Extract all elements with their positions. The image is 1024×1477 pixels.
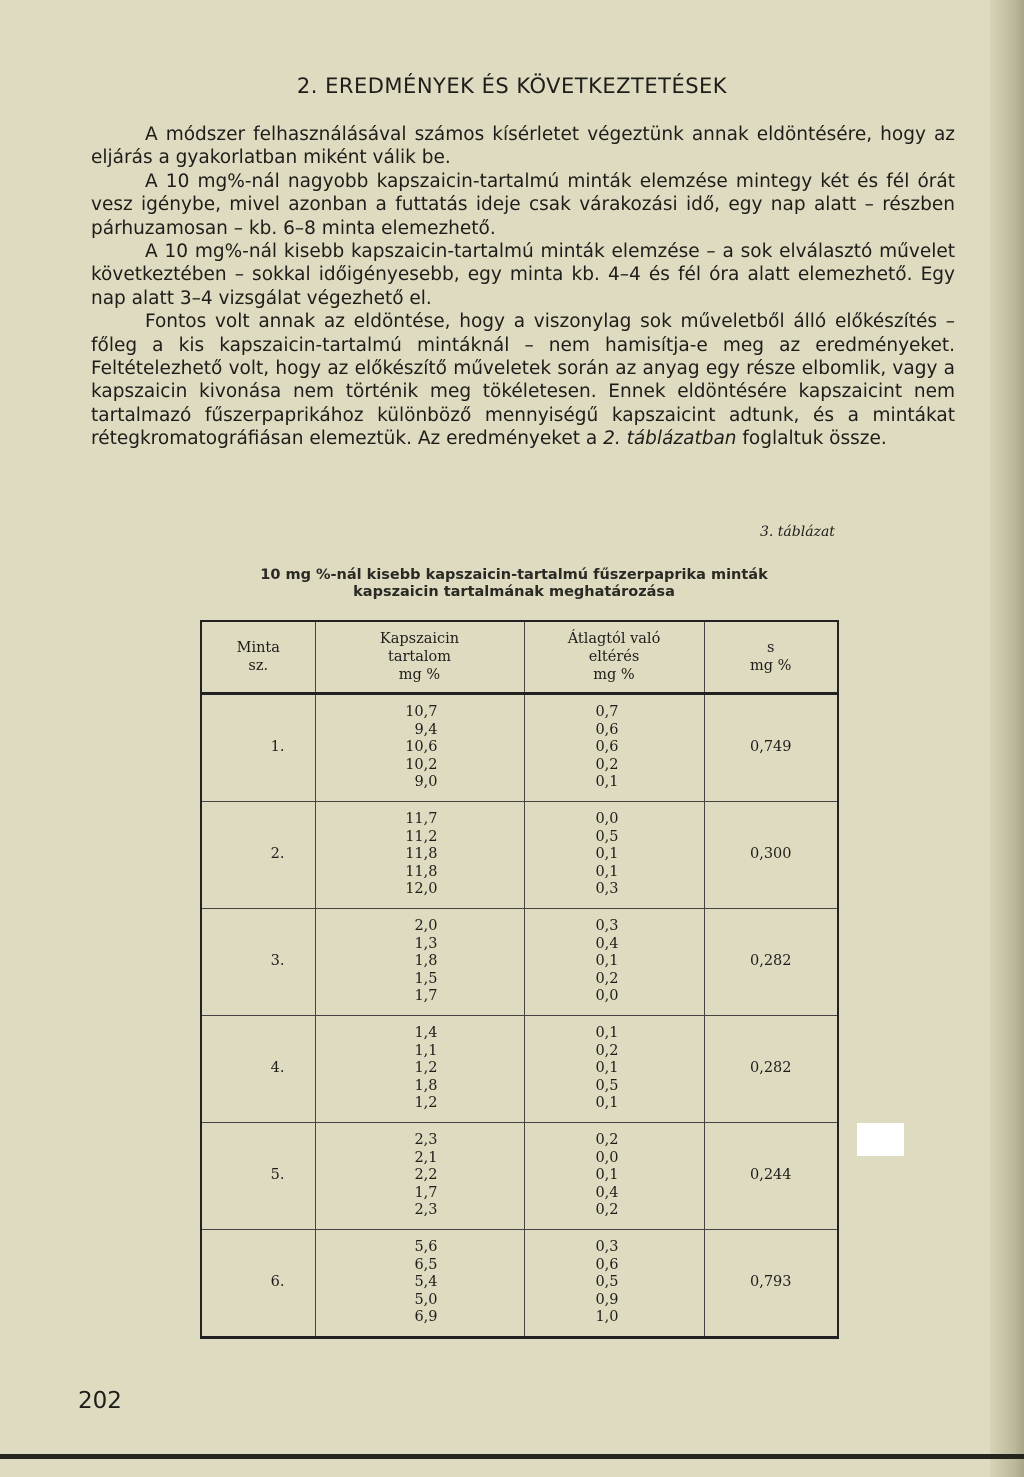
elteres-value: 0,4 <box>595 935 619 952</box>
kapszaicin-value: 10,7 <box>405 704 438 721</box>
kapszaicin-cell <box>315 694 524 802</box>
table-label: 3. táblázat <box>760 524 835 540</box>
minta-cell: 1. <box>201 694 315 802</box>
elteres-value: 0,2 <box>595 1202 619 1219</box>
elteres-value: 0,1 <box>595 863 619 880</box>
page-number: 202 <box>78 1388 122 1414</box>
elteres-value: 0,3 <box>595 881 619 898</box>
table-row <box>201 1230 838 1338</box>
s-value-cell: 0,793 <box>749 1274 792 1291</box>
elteres-list <box>525 918 619 1006</box>
white-patch <box>857 1123 904 1156</box>
elteres-list <box>525 1025 619 1113</box>
kapszaicin-value: 1,1 <box>414 1042 438 1059</box>
elteres-value: 0,3 <box>595 918 619 935</box>
elteres-value: 0,1 <box>595 1167 619 1184</box>
kapszaicin-cell <box>315 802 524 909</box>
minta-cell: 4. <box>201 1016 315 1123</box>
kapszaicin-value: 12,0 <box>405 881 438 898</box>
kapszaicin-list <box>316 918 438 1006</box>
kapszaicin-value: 1,8 <box>414 1077 438 1094</box>
elteres-value: 0,7 <box>595 704 619 721</box>
header-minta <box>201 621 315 694</box>
header-kapszaicin-line-2: tartalom <box>388 649 451 665</box>
header-kapszaicin <box>315 621 524 694</box>
table-reference: 2. táblázatban <box>603 428 737 450</box>
kapszaicin-cell <box>315 1123 524 1230</box>
s-value-cell: 0,244 <box>704 1123 838 1230</box>
header-elteres-line-2: eltérés <box>588 649 640 665</box>
elteres-value: 0,0 <box>595 988 619 1005</box>
kapszaicin-value: 5,4 <box>414 1274 438 1291</box>
elteres-value: 0,2 <box>595 756 619 773</box>
kapszaicin-value: 1,7 <box>414 1184 438 1201</box>
elteres-value: 0,9 <box>595 1291 619 1308</box>
header-elteres-line-3: mg % <box>593 667 635 683</box>
header-kapszaicin-line-3: mg % <box>398 667 441 683</box>
elteres-value: 0,0 <box>595 811 619 828</box>
header-elteres <box>524 621 704 694</box>
minta-cell: 5. <box>201 1123 315 1230</box>
kapszaicin-value: 1,3 <box>414 935 438 952</box>
minta-cell: 6. <box>201 1230 315 1338</box>
table-row <box>201 909 838 1016</box>
elteres-value: 0,1 <box>595 1025 619 1042</box>
elteres-list <box>525 1132 619 1220</box>
kapszaicin-value: 6,5 <box>414 1256 438 1273</box>
body-text <box>91 123 955 451</box>
elteres-list <box>525 704 619 792</box>
elteres-value: 0,2 <box>595 1042 619 1059</box>
elteres-list <box>525 811 619 899</box>
elteres-cell <box>524 1230 704 1338</box>
minta-cell: 3. <box>201 909 315 1016</box>
kapszaicin-value: 10,2 <box>405 756 438 773</box>
elteres-value: 0,5 <box>595 1077 619 1094</box>
kapszaicin-value: 6,9 <box>414 1309 438 1326</box>
elteres-value: 0,1 <box>595 953 619 970</box>
elteres-value: 0,1 <box>595 774 619 791</box>
elteres-value: 0,5 <box>595 1274 619 1291</box>
elteres-value: 0,4 <box>595 1184 619 1201</box>
elteres-cell <box>524 909 704 1016</box>
kapszaicin-list <box>316 811 438 899</box>
elteres-cell <box>524 802 704 909</box>
header-minta-line-2: sz. <box>248 658 269 674</box>
kapszaicin-value: 2,0 <box>414 918 438 935</box>
kapszaicin-value: 11,2 <box>405 828 438 845</box>
kapszaicin-value: 11,8 <box>405 846 438 863</box>
kapszaicin-value: 1,5 <box>414 970 438 987</box>
paragraph-4-text-before: Fontos volt annak az eldöntése, hogy a viszonylag sok műveletből álló előkészítés – főleg a kis kapszaicin-tartalmú mintáknál – nem hamisítja-e meg az eredményeket. Feltételezhető volt, hogy az előkészítő műveletek során az anyag egy része elbomlik, vagy a kapszaicin kivonása nem történik meg tökéletesen. Ennek eldöntésére kapszaicint nem tartalmazó fűszerpaprikához különböző mennyiségű kapszaicint adtunk, és a mintákat rétegkromatográfiásan elemeztük. Az eredményeket a <box>91 311 955 450</box>
kapszaicin-list <box>316 1132 438 1220</box>
kapszaicin-value: 2,1 <box>414 1149 438 1166</box>
elteres-value: 0,1 <box>595 1095 619 1112</box>
table-row <box>201 802 838 909</box>
paragraph-3: A 10 mg%-nál kisebb kapszaicin-tartalmú minták elemzése – a sok elválasztó művelet következtében – sokkal időigényesebb, egy minta kb. 4–4 és fél óra alatt elemezhető. Egy nap alatt 3–4 vizsgálat végezhető el. <box>91 241 955 309</box>
table-caption-line-2: kapszaicin tartalmának meghatározása <box>353 584 675 600</box>
header-kapszaicin-line-1: Kapszaicin <box>379 631 460 647</box>
elteres-value: 0,2 <box>595 1132 619 1149</box>
table-row <box>201 1123 838 1230</box>
bottom-rule <box>0 1454 1024 1459</box>
table-row <box>201 694 838 802</box>
elteres-value: 0,1 <box>595 1060 619 1077</box>
kapszaicin-cell <box>315 1230 524 1338</box>
table-caption-line-1: 10 mg %-nál kisebb kapszaicin-tartalmú fűszerpaprika minták <box>260 567 768 583</box>
kapszaicin-value: 11,8 <box>405 863 438 880</box>
elteres-value: 0,3 <box>595 1239 619 1256</box>
kapszaicin-cell <box>315 1016 524 1123</box>
results-table <box>200 620 839 1339</box>
kapszaicin-value: 1,7 <box>414 988 438 1005</box>
paragraph-4 <box>91 310 955 450</box>
kapszaicin-value: 2,3 <box>414 1202 438 1219</box>
kapszaicin-value: 5,0 <box>414 1291 438 1308</box>
table-row <box>201 1016 838 1123</box>
kapszaicin-cell <box>315 909 524 1016</box>
header-elteres-line-1: Átlagtól való <box>567 631 661 647</box>
kapszaicin-list <box>316 1239 438 1327</box>
s-value-cell: 0,282 <box>704 1016 838 1123</box>
kapszaicin-value: 5,6 <box>414 1239 438 1256</box>
kapszaicin-value: 2,2 <box>414 1167 438 1184</box>
elteres-list <box>525 1239 619 1327</box>
header-s-line-1: s <box>767 640 775 656</box>
table-caption <box>190 567 838 601</box>
s-value-cell: 0,282 <box>704 909 838 1016</box>
minta-cell: 2. <box>201 802 315 909</box>
elteres-cell <box>524 1016 704 1123</box>
paragraph-2: A 10 mg%-nál nagyobb kapszaicin-tartalmú minták elemzése mintegy két és fél órát vesz igénybe, mivel azonban a futtatás ideje csak várakozási idő, egy nap alatt – részben párhuzamosan – kb. 6–8 minta elemezhető. <box>91 170 955 239</box>
header-s-line-2: mg % <box>750 658 792 674</box>
paragraph-1: A módszer felhasználásával számos kísérletet végeztünk annak eldöntésére, hogy az eljárás a gyakorlatban miként válik be. <box>91 124 955 169</box>
table-header-row <box>201 621 838 694</box>
kapszaicin-value: 1,4 <box>414 1025 438 1042</box>
elteres-value: 0,6 <box>595 1256 619 1273</box>
s-value-cell: 0,749 <box>704 694 838 802</box>
kapszaicin-value: 9,4 <box>414 721 438 738</box>
elteres-value: 0,2 <box>595 970 619 987</box>
table-body <box>201 694 838 1338</box>
page-edge-shadow <box>990 0 1024 1477</box>
paragraph-4-text-after: foglaltuk össze. <box>736 428 887 450</box>
elteres-value: 1,0 <box>595 1309 619 1326</box>
kapszaicin-value: 1,8 <box>414 953 438 970</box>
kapszaicin-list <box>316 1025 438 1113</box>
elteres-value: 0,5 <box>595 828 619 845</box>
elteres-value: 0,0 <box>595 1149 619 1166</box>
section-heading: 2. EREDMÉNYEK ÉS KÖVETKEZTETÉSEK <box>296 74 728 98</box>
kapszaicin-value: 9,0 <box>414 774 438 791</box>
kapszaicin-value: 1,2 <box>414 1095 438 1112</box>
kapszaicin-list <box>316 704 438 792</box>
s-value-cell: 0,300 <box>704 802 838 909</box>
kapszaicin-value: 10,6 <box>405 739 438 756</box>
elteres-cell <box>524 694 704 802</box>
elteres-value: 0,6 <box>595 721 619 738</box>
kapszaicin-value: 1,2 <box>414 1060 438 1077</box>
elteres-cell <box>524 1123 704 1230</box>
header-s <box>704 621 838 694</box>
kapszaicin-value: 2,3 <box>414 1132 438 1149</box>
header-minta-line-1: Minta <box>236 640 280 656</box>
elteres-value: 0,1 <box>595 846 619 863</box>
elteres-value: 0,6 <box>595 739 619 756</box>
kapszaicin-value: 11,7 <box>405 811 438 828</box>
